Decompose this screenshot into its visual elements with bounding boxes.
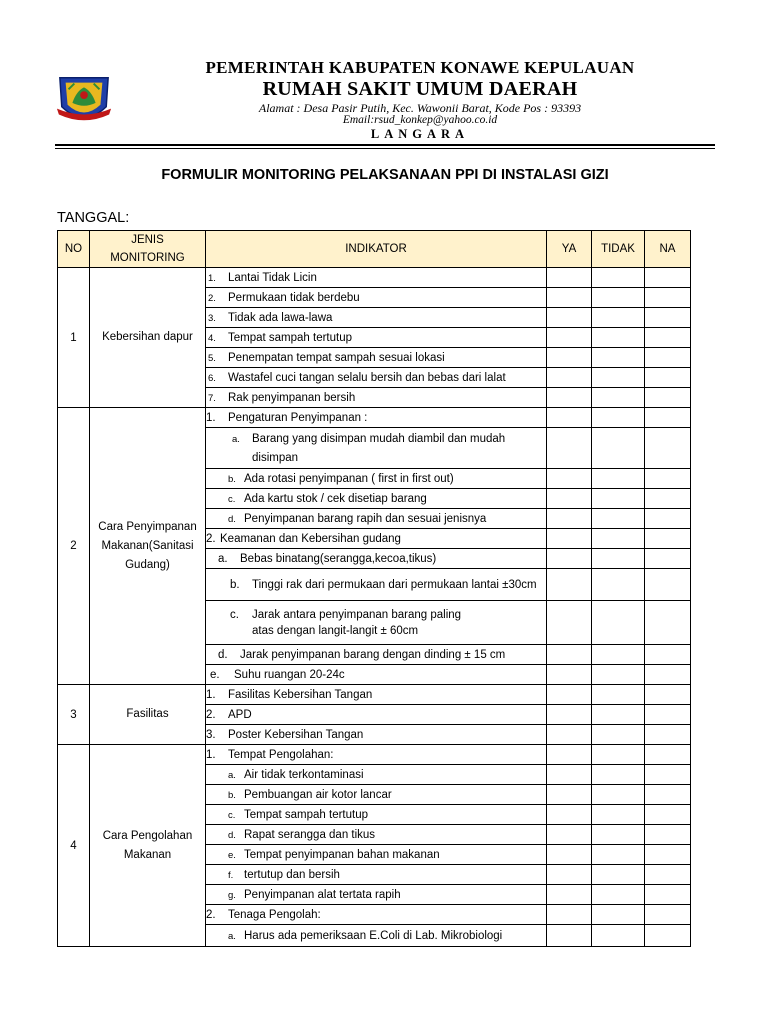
tidak-cell[interactable]: [592, 885, 645, 905]
tidak-cell[interactable]: [592, 268, 645, 288]
ya-cell[interactable]: [547, 685, 592, 705]
na-cell[interactable]: [645, 268, 691, 288]
letterhead-hospital: RUMAH SAKIT UMUM DAERAH: [262, 78, 578, 100]
na-cell[interactable]: [645, 905, 691, 925]
indicator-cell: c. Ada kartu stok / cek disetiap barang: [206, 489, 547, 509]
tidak-cell[interactable]: [592, 845, 645, 865]
ya-cell[interactable]: [547, 785, 592, 805]
ya-cell[interactable]: [547, 885, 592, 905]
tidak-cell[interactable]: [592, 348, 645, 368]
ya-cell[interactable]: [547, 308, 592, 328]
indicator-cell: g. Penyimpanan alat tertata rapih: [206, 885, 547, 905]
indicator-cell: 6. Wastafel cuci tangan selalu bersih dan bebas dari lalat: [206, 368, 547, 388]
indicator-cell: e. Tempat penyimpanan bahan makanan: [206, 845, 547, 865]
na-cell[interactable]: [645, 328, 691, 348]
ya-cell[interactable]: [547, 705, 592, 725]
indicator-cell: b. Pembuangan air kotor lancar: [206, 785, 547, 805]
tidak-cell[interactable]: [592, 288, 645, 308]
ya-cell[interactable]: [547, 865, 592, 885]
header-no: NO: [58, 231, 90, 268]
na-cell[interactable]: [645, 865, 691, 885]
tidak-cell[interactable]: [592, 865, 645, 885]
na-cell[interactable]: [645, 288, 691, 308]
indicator-cell: 5. Penempatan tempat sampah sesuai lokasi: [206, 348, 547, 368]
tidak-cell[interactable]: [592, 328, 645, 348]
header-ya: YA: [547, 231, 592, 268]
na-cell[interactable]: [645, 705, 691, 725]
indicator-cell: b. Tinggi rak dari permukaan dari permukaan lantai ±30cm: [206, 569, 547, 601]
tidak-cell[interactable]: [592, 725, 645, 745]
letterhead-rule-thick: [55, 144, 715, 146]
na-cell[interactable]: [645, 601, 691, 645]
indicator-cell: 4. Tempat sampah tertutup: [206, 328, 547, 348]
tidak-cell[interactable]: [592, 665, 645, 685]
tidak-cell[interactable]: [592, 805, 645, 825]
tidak-cell[interactable]: [592, 685, 645, 705]
indicator-cell: 2. Keamanan dan Kebersihan gudang: [206, 529, 547, 549]
indicator-cell: c. Tempat sampah tertutup: [206, 805, 547, 825]
na-cell[interactable]: [645, 469, 691, 489]
indicator-cell: d. Rapat serangga dan tikus: [206, 825, 547, 845]
ya-cell[interactable]: [547, 665, 592, 685]
indicator-cell: 2. Permukaan tidak berdebu: [206, 288, 547, 308]
tidak-cell[interactable]: [592, 529, 645, 549]
ya-cell[interactable]: [547, 328, 592, 348]
indicator-cell: 1. Pengaturan Penyimpanan :: [206, 408, 547, 428]
na-cell[interactable]: [645, 428, 691, 469]
na-cell[interactable]: [645, 685, 691, 705]
section-jenis: Cara Pengolahan Makanan: [90, 745, 206, 947]
header-na: NA: [645, 231, 691, 268]
tidak-cell[interactable]: [592, 469, 645, 489]
letterhead-government: PEMERINTAH KABUPATEN KONAWE KEPULAUAN: [205, 58, 635, 77]
tidak-cell[interactable]: [592, 428, 645, 469]
ya-cell[interactable]: [547, 725, 592, 745]
tidak-cell[interactable]: [592, 368, 645, 388]
tidak-cell[interactable]: [592, 785, 645, 805]
section-number: 3: [58, 685, 90, 745]
table-row: [58, 268, 691, 288]
ya-cell[interactable]: [547, 368, 592, 388]
regency-logo: [55, 70, 113, 128]
table-row: [58, 745, 691, 765]
ya-cell[interactable]: [547, 288, 592, 308]
table-row: [58, 685, 691, 705]
na-cell[interactable]: [645, 529, 691, 549]
na-cell[interactable]: [645, 509, 691, 529]
indicator-cell: 7. Rak penyimpanan bersih: [206, 388, 547, 408]
indicator-cell: 2. APD: [206, 705, 547, 725]
letterhead-address: Alamat : Desa Pasir Putih, Kec. Wawonii Barat, Kode Pos : 93393: [258, 101, 582, 115]
header-jenis-monitoring: JENIS MONITORING: [90, 231, 206, 268]
na-cell[interactable]: [645, 665, 691, 685]
letterhead-rule-thin: [55, 148, 715, 149]
na-cell[interactable]: [645, 308, 691, 328]
indicator-cell: 1. Fasilitas Kebersihan Tangan: [206, 685, 547, 705]
section-jenis: Fasilitas: [90, 685, 206, 745]
ya-cell[interactable]: [547, 825, 592, 845]
tidak-cell[interactable]: [592, 645, 645, 665]
indicator-cell: 1. Lantai Tidak Licin: [206, 268, 547, 288]
na-cell[interactable]: [645, 845, 691, 865]
tidak-cell[interactable]: [592, 925, 645, 947]
ya-cell[interactable]: [547, 268, 592, 288]
date-label: TANGGAL:: [57, 210, 130, 226]
letterhead-email: Email:rsud_konkep@yahoo.co.id: [342, 114, 498, 126]
tidak-cell[interactable]: [592, 308, 645, 328]
indicator-cell: f. tertutup dan bersih: [206, 865, 547, 885]
form-title: FORMULIR MONITORING PELAKSANAAN PPI DI INSTALASI GIZI: [161, 167, 609, 183]
na-cell[interactable]: [645, 785, 691, 805]
na-cell[interactable]: [645, 489, 691, 509]
na-cell[interactable]: [645, 368, 691, 388]
indicator-cell: d. Jarak penyimpanan barang dengan dinding ± 15 cm: [206, 645, 547, 665]
indicator-cell: 2. Tenaga Pengolah:: [206, 905, 547, 925]
tidak-cell[interactable]: [592, 509, 645, 529]
section-jenis: Kebersihan dapur: [90, 268, 206, 408]
ya-cell[interactable]: [547, 469, 592, 489]
tidak-cell[interactable]: [592, 705, 645, 725]
na-cell[interactable]: [645, 925, 691, 947]
na-cell[interactable]: [645, 805, 691, 825]
indicator-cell: a. Harus ada pemeriksaan E.Coli di Lab. Mikrobiologi: [206, 925, 547, 947]
ya-cell[interactable]: [547, 845, 592, 865]
indicator-cell: b. Ada rotasi penyimpanan ( first in first out): [206, 469, 547, 489]
indicator-cell: c. Jarak antara penyimpanan barang paling atas dengan langit-langit ± 60cm: [206, 601, 547, 645]
na-cell[interactable]: [645, 885, 691, 905]
ya-cell[interactable]: [547, 745, 592, 765]
ya-cell[interactable]: [547, 645, 592, 665]
table-row: [58, 408, 691, 428]
table-header-row: [58, 231, 691, 268]
ya-cell[interactable]: [547, 549, 592, 569]
na-cell[interactable]: [645, 388, 691, 408]
na-cell[interactable]: [645, 765, 691, 785]
header-tidak: TIDAK: [592, 231, 645, 268]
ya-cell[interactable]: [547, 408, 592, 428]
tidak-cell[interactable]: [592, 905, 645, 925]
ya-cell[interactable]: [547, 348, 592, 368]
na-cell[interactable]: [645, 569, 691, 601]
indicator-cell: 3. Tidak ada lawa-lawa: [206, 308, 547, 328]
tidak-cell[interactable]: [592, 388, 645, 408]
section-jenis: Cara Penyimpanan Makanan(Sanitasi Gudang): [90, 408, 206, 685]
ya-cell[interactable]: [547, 428, 592, 469]
section-number: 4: [58, 745, 90, 947]
ya-cell[interactable]: [547, 489, 592, 509]
tidak-cell[interactable]: [592, 549, 645, 569]
tidak-cell[interactable]: [592, 601, 645, 645]
tidak-cell[interactable]: [592, 825, 645, 845]
tidak-cell[interactable]: [592, 569, 645, 601]
section-number: 1: [58, 268, 90, 408]
ya-cell[interactable]: [547, 765, 592, 785]
indicator-cell: e. Suhu ruangan 20-24c: [206, 665, 547, 685]
tidak-cell[interactable]: [592, 745, 645, 765]
letterhead-city: LANGARA: [370, 127, 470, 141]
indicator-cell: 1. Tempat Pengolahan:: [206, 745, 547, 765]
na-cell[interactable]: [645, 348, 691, 368]
ya-cell[interactable]: [547, 925, 592, 947]
tidak-cell[interactable]: [592, 765, 645, 785]
na-cell[interactable]: [645, 825, 691, 845]
ya-cell[interactable]: [547, 509, 592, 529]
indicator-cell: a. Barang yang disimpan mudah diambil dan mudah disimpan: [206, 428, 547, 469]
indicator-cell: 3. Poster Kebersihan Tangan: [206, 725, 547, 745]
na-cell[interactable]: [645, 645, 691, 665]
header-indikator: INDIKATOR: [206, 231, 547, 268]
tidak-cell[interactable]: [592, 408, 645, 428]
indicator-cell: d. Penyimpanan barang rapih dan sesuai jenisnya: [206, 509, 547, 529]
na-cell[interactable]: [645, 408, 691, 428]
indicator-cell: a. Bebas binatang(serangga,kecoa,tikus): [206, 549, 547, 569]
na-cell[interactable]: [645, 725, 691, 745]
na-cell[interactable]: [645, 549, 691, 569]
ya-cell[interactable]: [547, 905, 592, 925]
ya-cell[interactable]: [547, 569, 592, 601]
ya-cell[interactable]: [547, 529, 592, 549]
ya-cell[interactable]: [547, 388, 592, 408]
monitoring-table: [57, 230, 691, 947]
section-number: 2: [58, 408, 90, 685]
na-cell[interactable]: [645, 745, 691, 765]
ya-cell[interactable]: [547, 805, 592, 825]
ya-cell[interactable]: [547, 601, 592, 645]
tidak-cell[interactable]: [592, 489, 645, 509]
indicator-cell: a. Air tidak terkontaminasi: [206, 765, 547, 785]
